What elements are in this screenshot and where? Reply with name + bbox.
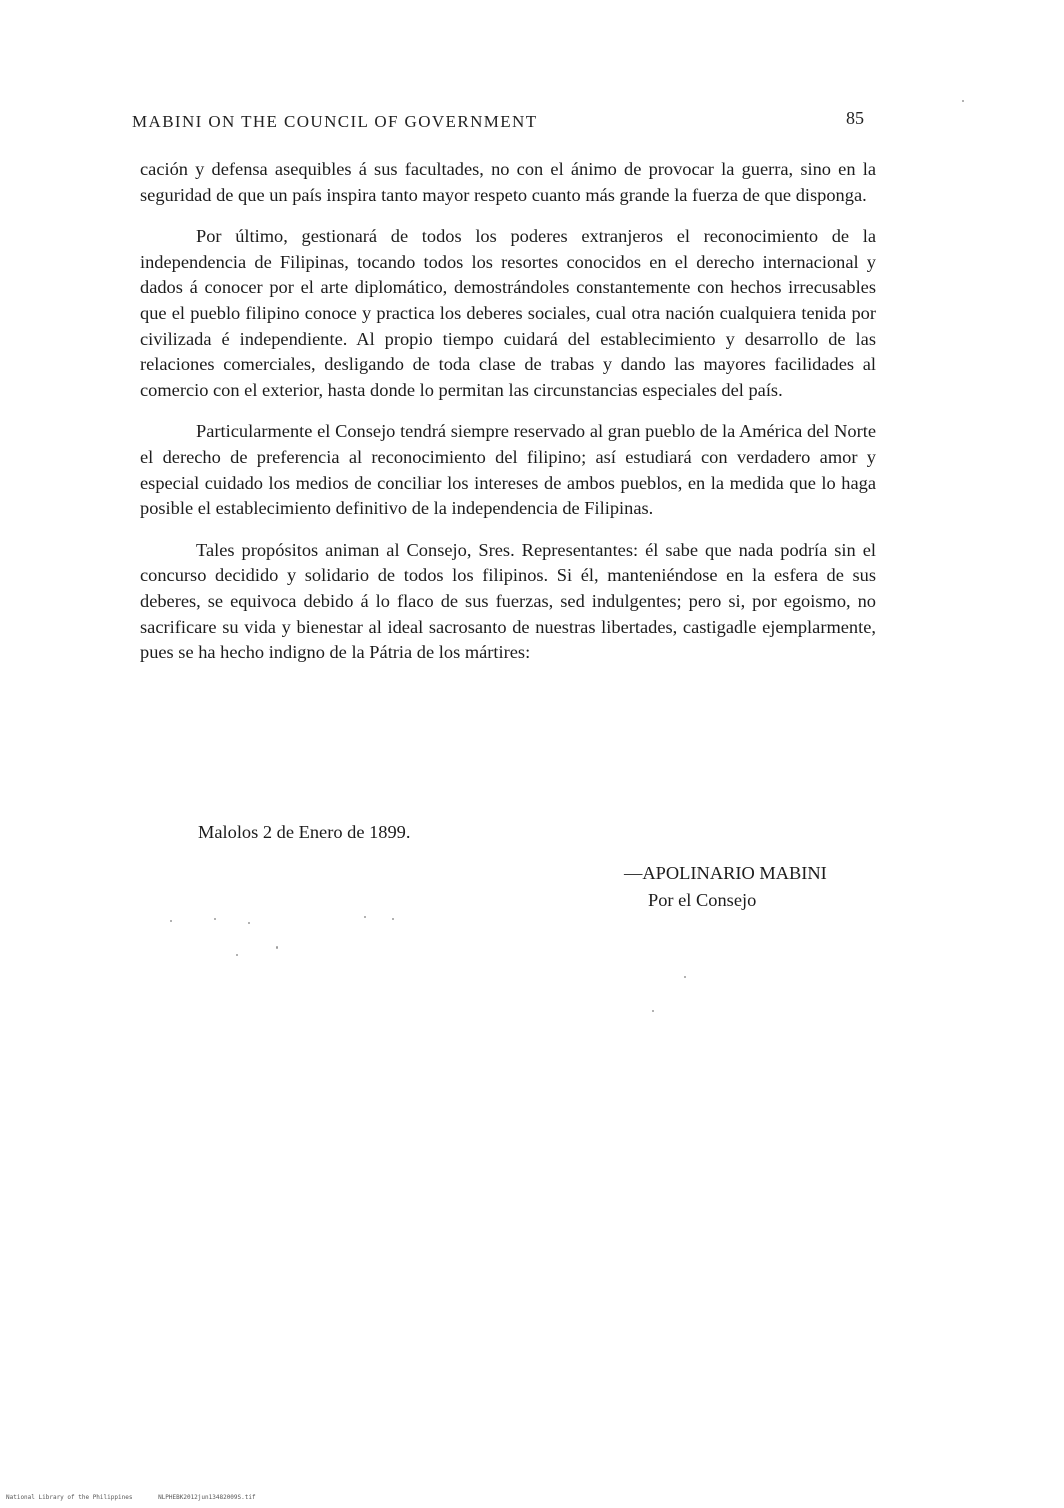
body-text [140, 157, 876, 682]
page-number: 85 [846, 108, 864, 128]
paragraph-continuation: cación y defensa asequibles á sus facultades, no con el ánimo de provocar la guerra, sino en la seguridad de que un país inspira tanto mayor respeto cuanto más grande la fuerza de que disponga. [140, 159, 876, 205]
scan-speck [652, 1010, 654, 1012]
signature-subtitle: Por el Consejo [648, 890, 757, 910]
footer-file-id: NLPHEBK2012jun13482009S.tif [158, 1494, 256, 1501]
scan-speck [364, 916, 366, 918]
paragraph: Por último, gestionará de todos los poderes extranjeros el reconocimiento de la independencia de Filipinas, tocando todos los resortes conocidos en el derecho internacional y dados á conocer por el arte diplomático, demostrándoles constantemente con hechos irrecusables que el pueblo filipino conoce y practica los deberes sociales, cual otra nación cualquiera tenida por civilizada é independiente. Al propio tiempo cuidará del establecimiento y desarrollo de las relaciones comerciales, desligando de toda clase de trabas y dando las mayores facilidades al comercio con el exterior, hasta donde lo permitan las circunstancias especiales del país. [140, 226, 876, 400]
signature-name: —APOLINARIO MABINI [624, 863, 827, 883]
scan-speck [962, 100, 964, 102]
paragraph: Particularmente el Consejo tendrá siempre reservado al gran pueblo de la América del Norte el derecho de preferencia al reconocimiento del filipino; así estudiará con verdadero amor y especial cuidado los medios de conciliar los intereses de ambos pueblos, en la medida que lo haga posible el establecimiento definitivo de la independencia de Filipinas. [140, 421, 876, 519]
scan-speck [248, 922, 250, 924]
scan-speck [276, 946, 278, 949]
signature-block [624, 860, 827, 914]
footer-library: National Library of the Philippines [6, 1494, 133, 1501]
paragraph: Tales propósitos animan al Consejo, Sres. Representantes: él sabe que nada podría sin el concurso decidido y solidario de todos los filipinos. Si él, manteniéndose en la esfera de sus deberes, se equivoca debido á lo flaco de sus fuerzas, sed indulgentes; pero si, por egoismo, no sacrificare su vida y bienestar al ideal sacrosanto de nuestras libertades, castigadle ejemplarmente, pues se ha hecho indigno de la Pátria de los mártires: [140, 539, 876, 663]
scan-footer [6, 1494, 278, 1501]
scan-speck [170, 920, 172, 922]
scan-speck [236, 954, 238, 956]
scan-speck [214, 918, 216, 920]
scan-speck [684, 976, 686, 978]
dateline: Malolos 2 de Enero de 1899. [198, 822, 411, 842]
scan-speck [392, 918, 394, 920]
running-title: MABINI ON THE COUNCIL OF GOVERNMENT [132, 112, 538, 131]
